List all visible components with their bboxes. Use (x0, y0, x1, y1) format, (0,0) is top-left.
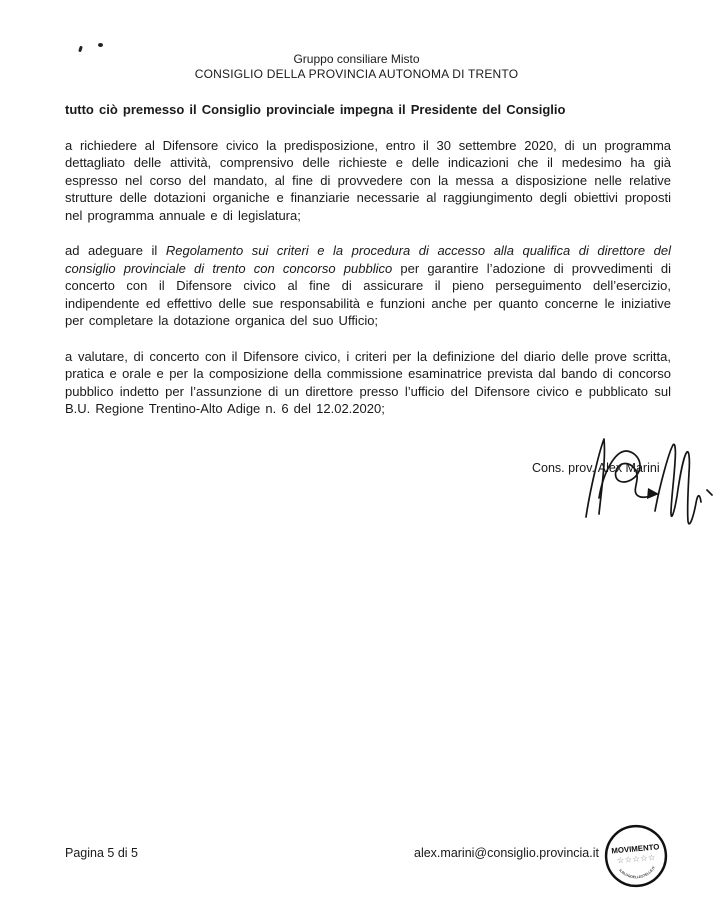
page-number: Pagina 5 di 5 (65, 846, 138, 860)
motion-heading: tutto ciò premesso il Consiglio provinciale impegna il Presidente del Consiglio (65, 102, 566, 117)
paragraph-2-text: per garantire l’adozione di provvedimenti di concerto con il Difensore civico al fine di assicurare il pieno perseguimento dell’esercizio, indipendente ed effettivo delle sue responsabilità e funzioni anche per quanto concerne le iniziative per completare la dotazione organica del suo Ufficio; (65, 260, 671, 328)
paragraph-3-text: a valutare, di concerto con il Difensore civico, i criteri per la definizione del diario delle prove scritta, pratica e orale e per la composizione della commissione esaminatrice prevista dal bando di concorso pubblico indetto per l’assunzione di un direttore presso l’ufficio del Difensore civico e pubblicato sul B.U. Regione Trentino-Alto Adige n. 6 del 12.02.2020; (65, 348, 671, 416)
document-body (65, 101, 671, 436)
signatory-name: Cons. prov. Alex Marini (532, 461, 660, 475)
logo-stars: ☆☆☆☆☆ (616, 851, 657, 866)
paragraph-2-lead: ad adeguare il (65, 243, 166, 258)
scan-artifact-dot (98, 43, 103, 47)
logo-bottom-text: ILBLOGDELLESTELLE.IT (618, 865, 657, 880)
contact-email: alex.marini@consiglio.provincia.it (414, 846, 599, 860)
document-header (0, 52, 713, 82)
paragraph-1-text: a richiedere al Difensore civico la predisposizione, entro il 30 settembre 2020, di un programma dettagliato delle attività, comprensivo delle richieste e delle indicazioni che il medesimo ha già espresso nel corso del mandato, al fine di provvedere con la messa a disposizione nelle relative strutture delle dotazioni organiche e finanziarie necessarie al raggiungimento degli obiettivi proposti nel programma annuale e di legislatura; (65, 137, 671, 223)
handwritten-signature (570, 428, 713, 543)
paragraph-2 (65, 242, 671, 330)
paragraph-1 (65, 137, 671, 225)
organization-name: CONSIGLIO DELLA PROVINCIA AUTONOMA DI TRENTO (194, 67, 519, 81)
group-name: Gruppo consiliare Misto (293, 52, 420, 66)
paragraph-3 (65, 348, 671, 418)
movimento-5-stelle-logo (603, 823, 669, 889)
logo-title: MOVIMENTO (611, 842, 660, 856)
regulation-title: Regolamento sui criteri e la procedura di accesso alla qualifica di direttore del consiglio provinciale di trento con concorso pubblico (65, 243, 671, 276)
